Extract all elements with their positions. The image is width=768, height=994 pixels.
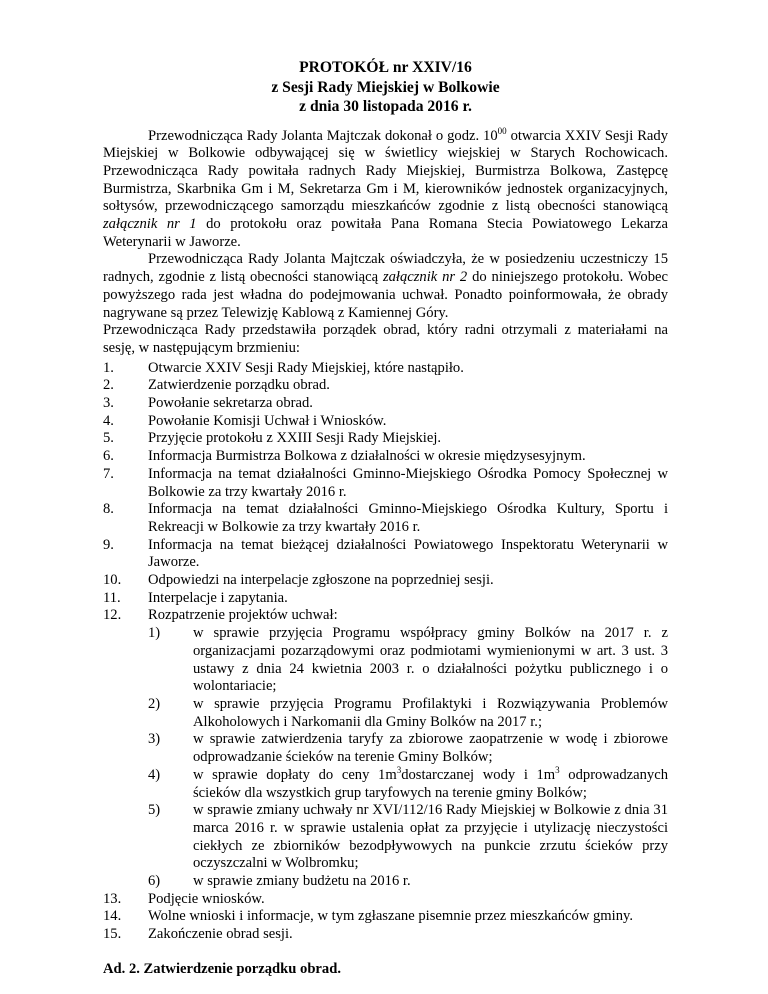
attachment-1-ref: załącznik nr 1 <box>103 216 197 233</box>
document-title <box>103 58 668 117</box>
agenda-item <box>103 926 668 944</box>
agenda-text: Wolne wnioski i informacje, w tym zgłaszane pisemnie przez mieszkańców gminy. <box>148 908 633 925</box>
resolution-item <box>148 802 668 873</box>
agenda-item <box>103 448 668 466</box>
agenda-number: 15. <box>103 926 122 943</box>
cubic-superscript: 3 <box>396 764 402 775</box>
agenda-list <box>103 360 668 944</box>
resolution-text: w sprawie zmiany uchwały nr XVI/112/16 Rady Miejskiej w Bolkowie z dnia 31 marca 2016 r. w sprawie ustalenia opłat za przyjęcie i utylizację nieczystości ciekłych ze zbiorników bezodpływowych na punkcie zrzutu ścieków przy oczyszczalni w Wolbromku; <box>193 802 668 872</box>
agenda-text: Powołanie Komisji Uchwał i Wniosków. <box>148 412 387 429</box>
agenda-item <box>103 607 668 890</box>
agenda-item <box>103 572 668 590</box>
resolution-item <box>148 696 668 731</box>
resolution-number: 4) <box>148 766 161 783</box>
resolution-item <box>148 731 668 766</box>
resolution-number: 3) <box>148 731 161 748</box>
resolution-number: 1) <box>148 625 161 642</box>
agenda-text: Zakończenie obrad sesji. <box>148 926 293 943</box>
agenda-item <box>103 360 668 378</box>
agenda-item <box>103 466 668 501</box>
cubic-superscript: 3 <box>555 764 560 775</box>
agenda-number: 13. <box>103 890 122 907</box>
title-line-3: z dnia 30 listopada 2016 r. <box>299 98 472 115</box>
opening-text-a: Przewodnicząca Rady Jolanta Majtczak dokonał o godz. 10 <box>148 127 498 144</box>
resolution-text: w sprawie zmiany budżetu na 2016 r. <box>193 873 411 890</box>
agenda-item <box>103 501 668 536</box>
agenda-item <box>103 537 668 572</box>
agenda-number: 8. <box>103 501 114 518</box>
quorum-text-b: do niniejszego protokołu. Wobec powyższego rada jest władna do podejmowania uchwał. Ponadto poinformowała, że obrady nagrywane są przez Telewizję Kablową z Kamiennej Góry. <box>103 269 668 321</box>
title-line-2: z Sesji Rady Miejskiej w Bolkowie <box>271 78 500 96</box>
agenda-item <box>103 590 668 608</box>
resolution-number: 2) <box>148 696 161 712</box>
agenda-text: Powołanie sekretarza obrad. <box>148 395 313 412</box>
agenda-item <box>103 377 668 395</box>
resolution-sublist <box>148 625 668 891</box>
agenda-text: Rozpatrzenie projektów uchwał: <box>148 607 338 624</box>
opening-text-c: do protokołu oraz powitała Pana Romana Stecia Powiatowego Lekarza Weterynarii w Jaworze. <box>103 216 668 250</box>
agenda-number: 2. <box>103 377 114 394</box>
agenda-item <box>103 891 668 909</box>
agenda-text: Zatwierdzenie porządku obrad. <box>148 377 330 394</box>
agenda-number: 4. <box>103 412 114 429</box>
title-line-1: PROTOKÓŁ nr XXIV/16 <box>299 59 472 76</box>
agenda-number: 1. <box>103 359 114 376</box>
resolution-item <box>148 764 668 802</box>
resolution-text-c: odprowadzanych ścieków dla wszystkich grup taryfowych na terenie gminy Bolków; <box>193 766 668 801</box>
resolution-text: w sprawie przyjęcia Programu współpracy gminy Bolków na 2017 r. z organizacjami pozarządowymi oraz podmiotami wymienionymi w art. 3 ust. 3 ustawy z dnia 24 kwietnia 2003 r. o działalności pożytku publicznego i o wolontariacie; <box>193 625 668 695</box>
quorum-paragraph <box>103 251 668 322</box>
agenda-intro: Przewodnicząca Rady przedstawiła porządek obrad, który radni otrzymali z materiałami na sesję, w następującym brzmieniu: <box>103 322 668 356</box>
resolution-number: 5) <box>148 802 161 819</box>
agenda-item <box>103 908 668 926</box>
agenda-text: Informacja Burmistrza Bolkowa z działalności w okresie międzysesyjnym. <box>148 448 586 465</box>
resolution-text: w sprawie przyjęcia Programu Profilaktyki i Rozwiązywania Problemów Alkoholowych i Narkomanii dla Gminy Bolków na 2017 r.; <box>193 696 668 730</box>
agenda-number: 10. <box>103 572 122 589</box>
section-heading: Ad. 2. Zatwierdzenie porządku obrad. <box>103 960 341 977</box>
agenda-item <box>103 413 668 431</box>
resolution-text-a: w sprawie dopłaty do ceny 1m <box>193 766 397 783</box>
resolution-text-b: dostarczanej wody i 1m <box>401 766 556 783</box>
agenda-number: 11. <box>103 589 121 606</box>
agenda-text: Informacja na temat bieżącej działalności Powiatowego Inspektoratu Weterynarii w Jaworze. <box>148 536 668 571</box>
agenda-item <box>103 395 668 413</box>
resolution-item <box>148 625 668 696</box>
agenda-number: 9. <box>103 536 114 553</box>
agenda-text: Podjęcie wniosków. <box>148 890 265 907</box>
agenda-text: Informacja na temat działalności Gminno-Miejskiego Ośrodka Kultury, Sportu i Rekreacji w Bolkowie za trzy kwartały 2016 r. <box>148 501 668 535</box>
agenda-number: 12. <box>103 607 122 624</box>
agenda-text: Przyjęcie protokołu z XXIII Sesji Rady Miejskiej. <box>148 430 442 447</box>
agenda-text: Informacja na temat działalności Gminno-Miejskiego Ośrodka Pomocy Społecznej w Bolkowie za trzy kwartały 2016 r. <box>148 465 668 500</box>
opening-text-b: otwarcia XXIV Sesji Rady Miejskiej w Bolkowie odbywającej się w świetlicy wiejskiej w Starych Rochowicach. Przewodnicząca Rady powitała radnych Rady Miejskiej, Burmistrza Bolkowa, Zastępcę Burmistrza, Skarbnika Gm i M, Sekretarza Gm i M, kierowników jednostek organizacyjnych, sołtysów, przewodniczącego samorządu mieszkańców zgodnie z listą obecności stanowiącą <box>103 127 669 215</box>
attachment-2-ref: załącznik nr 2 <box>382 269 468 286</box>
opening-paragraph <box>103 125 669 252</box>
agenda-number: 7. <box>103 465 114 482</box>
agenda-number: 14. <box>103 908 122 925</box>
agenda-text: Odpowiedzi na interpelacje zgłoszone na poprzedniej sesji. <box>148 572 494 589</box>
agenda-number: 3. <box>103 395 114 412</box>
agenda-text: Otwarcie XXIV Sesji Rady Miejskiej, które nastąpiło. <box>148 359 464 376</box>
time-superscript: 00 <box>497 125 507 136</box>
document-page <box>103 58 668 979</box>
resolution-item <box>148 873 668 891</box>
agenda-number: 5. <box>103 430 114 447</box>
agenda-number: 6. <box>103 448 114 465</box>
agenda-item <box>103 430 668 448</box>
quorum-text-a: Przewodnicząca Rady Jolanta Majtczak oświadczyła, że w posiedzeniu uczestniczy 15 radnych, zgodnie z listą obecności stanowiącą <box>103 251 668 286</box>
agenda-text: Interpelacje i zapytania. <box>148 589 288 606</box>
resolution-number: 6) <box>148 873 161 890</box>
resolution-text: w sprawie zatwierdzenia taryfy za zbiorowe zaopatrzenie w wodę i zbiorowe odprowadzanie ścieków na terenie Gminy Bolków; <box>193 731 668 766</box>
